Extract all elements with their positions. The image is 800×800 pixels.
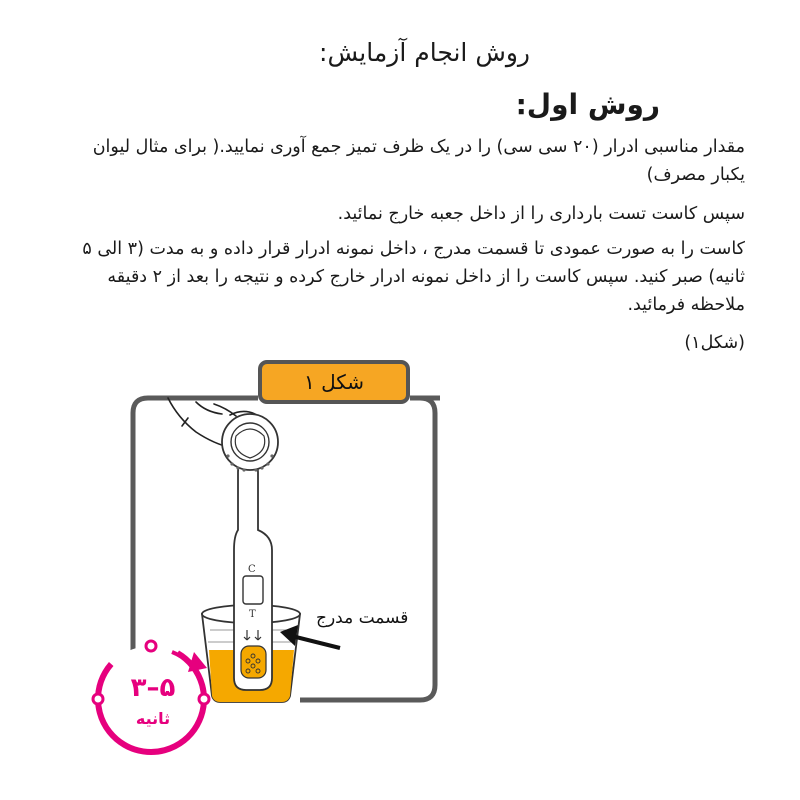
figure-illustration: [0, 360, 800, 800]
instruction-paragraph-1: مقدار مناسبی ادرار (۲۰ سی سی) را در یک ظرف تمیز جمع آوری نمایید.( برای مثال لیوان یکبار مصرف): [92, 137, 745, 185]
method-heading: روش اول:: [515, 88, 660, 121]
control-line-label: C: [248, 564, 256, 575]
figure-reference: (شکل۱): [684, 333, 745, 353]
timer-unit-label: ثانیه: [135, 709, 171, 728]
figure-label: شکل ۱: [303, 370, 365, 394]
graded-section-label: قسمت مدرج: [316, 608, 409, 628]
instruction-paragraph-3: کاست را به صورت عمودی تا قسمت مدرج ، داخل نمونه ادرار قرار داده و به مدت (۳ الی ۵ ثانیه) صبر کنید. سپس کاست را از داخل نمونه ادرار خارج کرده و نتیجه را بعد از ۲ دقیقه ملاحظه فرمائید.: [82, 239, 745, 315]
timer-range-label: ۵–۳: [130, 673, 176, 703]
figure-1: [0, 360, 800, 800]
page-title: روش انجام آزمایش:: [319, 38, 530, 67]
figure-label-box: [258, 360, 410, 404]
instruction-paragraph-2: سپس کاست تست بارداری را از داخل جعبه خارج نمائید.: [337, 204, 745, 224]
test-line-label: T: [249, 609, 256, 620]
